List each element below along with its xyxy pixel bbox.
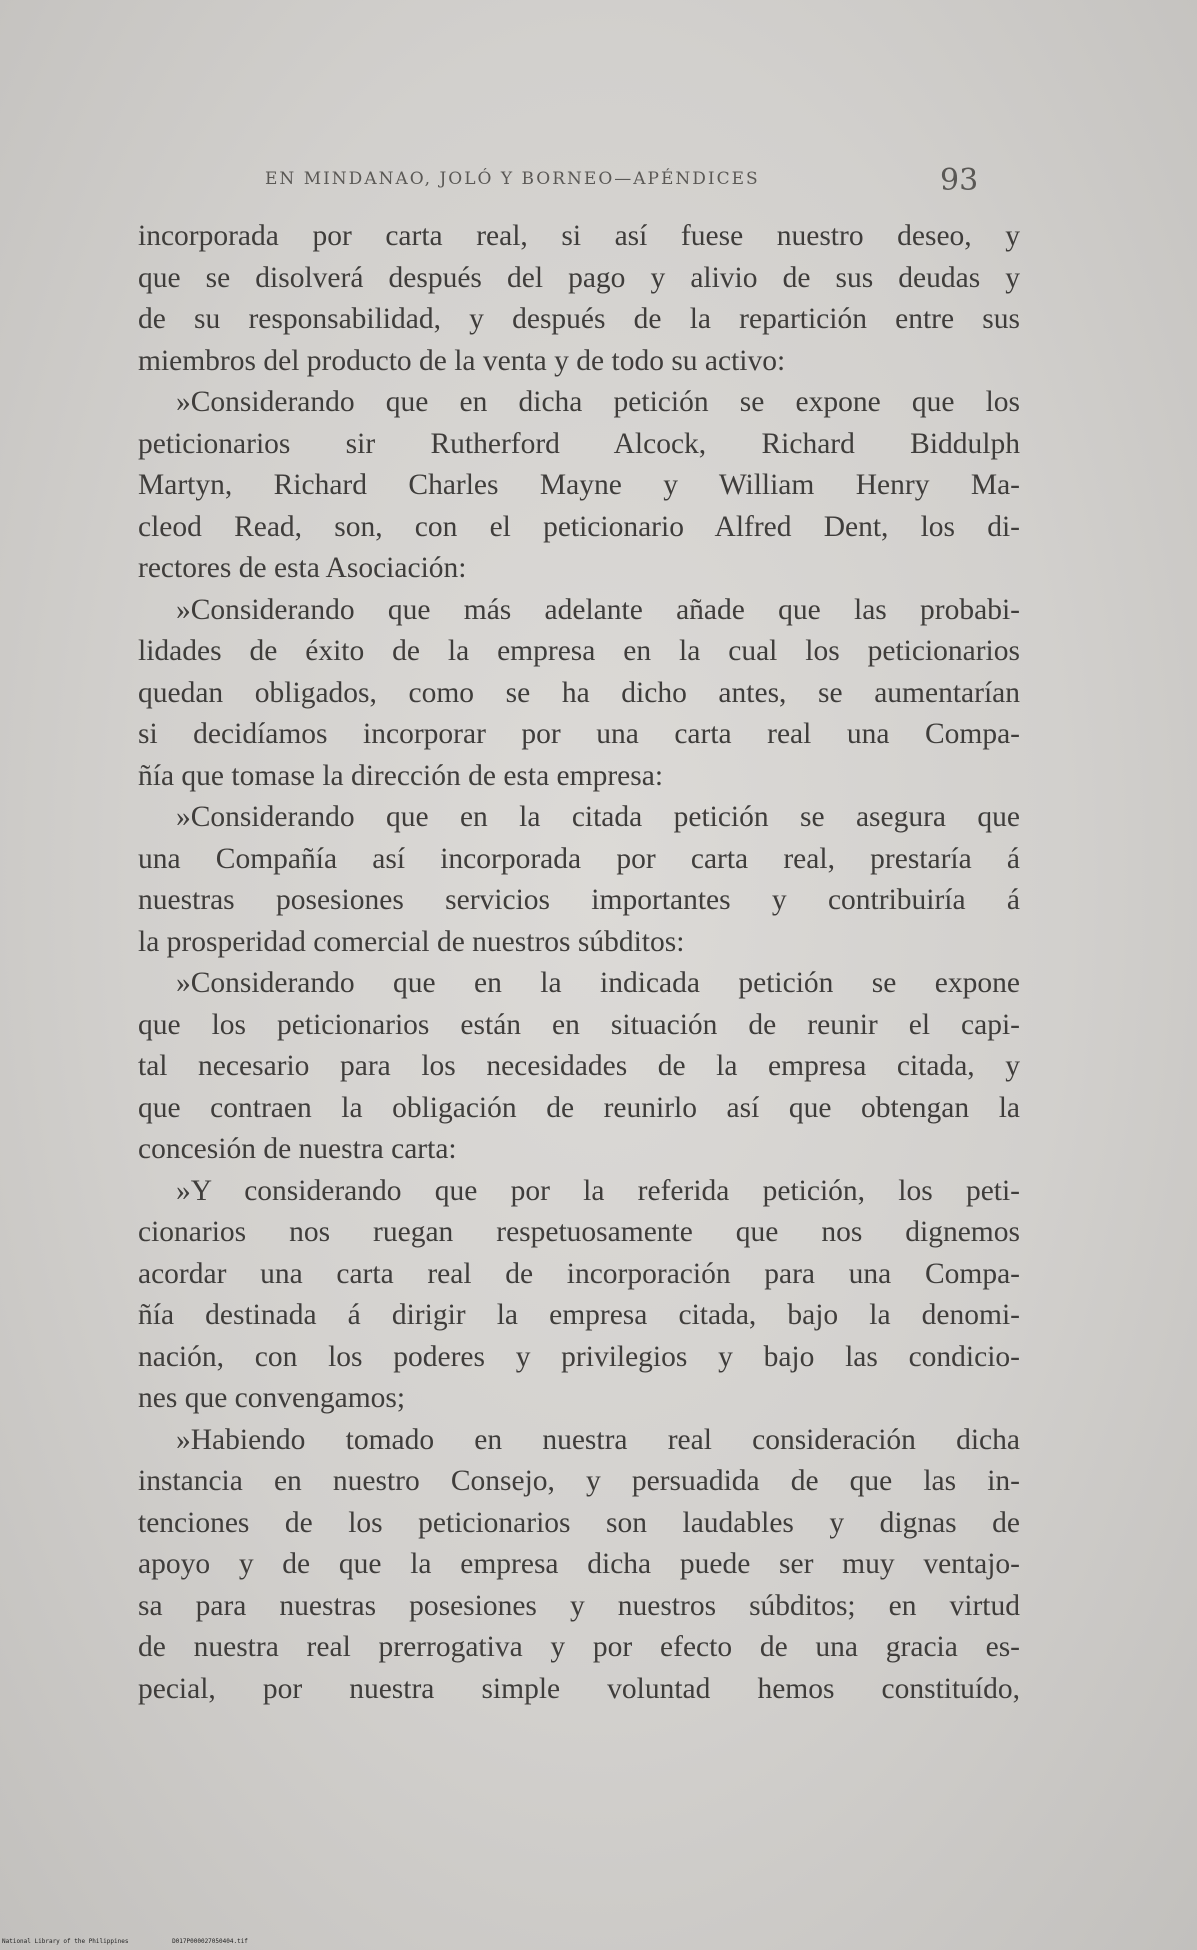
text-line: sa para nuestras posesiones y nuestros súbditos; en virtud	[138, 1589, 1020, 1622]
text-line: cleod Read, son, con el peticionario Alfred Dent, los di-	[138, 510, 1020, 543]
text-line: »Considerando que más adelante añade que las probabi-	[176, 593, 1020, 626]
page-number: 93	[940, 163, 979, 198]
text-line: »Considerando que en la citada petición se asegura que	[176, 801, 1020, 833]
running-head: EN MINDANAO, JOLÓ Y BORNEO—APÉNDICES	[265, 169, 760, 189]
text-line: si decidíamos incorporar por una carta real una Compa-	[138, 718, 1020, 750]
text-line: miembros del producto de la venta y de todo su activo:	[138, 344, 786, 377]
text-line: tenciones de los peticionarios son laudables y dignas de	[138, 1506, 1020, 1539]
text-line: de su responsabilidad, y después de la repartición entre sus	[138, 303, 1020, 335]
text-line: »Y considerando que por la referida petición, los peti-	[176, 1174, 1020, 1207]
text-line: apoyo y de que la empresa dicha puede ser muy ventajo-	[138, 1548, 1020, 1580]
text-line: »Considerando que en la indicada petición se expone	[176, 967, 1020, 999]
text-line: quedan obligados, como se ha dicho antes, se aumentarían	[138, 676, 1020, 709]
text-line: una Compañía así incorporada por carta real, prestaría á	[138, 842, 1020, 875]
text-line: cionarios nos ruegan respetuosamente que nos dignemos	[138, 1216, 1020, 1248]
text-line: peticionarios sir Rutherford Alcock, Richard Biddulph	[138, 427, 1020, 460]
text-line: nación, con los poderes y privilegios y bajo las condicio-	[138, 1340, 1020, 1373]
text-line: nes que convengamos;	[138, 1382, 406, 1414]
text-line: rectores de esta Asociación:	[138, 552, 467, 584]
text-line: ñía que tomase la dirección de esta empresa:	[138, 759, 664, 792]
body-text	[138, 216, 1020, 1710]
text-line: »Considerando que en dicha petición se expone que los	[176, 386, 1020, 418]
text-line: que contraen la obligación de reunirlo así que obtengan la	[138, 1091, 1020, 1124]
text-line: »Habiendo tomado en nuestra real consideración dicha	[176, 1423, 1020, 1456]
text-line: concesión de nuestra carta:	[138, 1133, 457, 1165]
text-line: la prosperidad comercial de nuestros súbditos:	[138, 925, 685, 958]
text-line: que los peticionarios están en situación de reunir el capi-	[138, 1008, 1020, 1041]
text-line: lidades de éxito de la empresa en la cual los peticionarios	[138, 635, 1020, 667]
scan-footer	[2, 1938, 288, 1945]
text-line: ñía destinada á dirigir la empresa citada, bajo la denomi-	[138, 1299, 1020, 1331]
text-line: que se disolverá después del pago y alivio de sus deudas y	[138, 261, 1020, 294]
text-line: incorporada por carta real, si así fuese nuestro deseo, y	[138, 220, 1020, 252]
file-id: D017P000027050404.tif	[172, 1938, 248, 1945]
text-line: de nuestra real prerrogativa y por efecto de una gracia es-	[138, 1631, 1020, 1663]
text-line: tal necesario para los necesidades de la empresa citada, y	[138, 1050, 1020, 1082]
text-line: Martyn, Richard Charles Mayne y William Henry Ma-	[138, 469, 1020, 501]
text-line: pecial, por nuestra simple voluntad hemos constituído,	[138, 1672, 1020, 1705]
library-credit: National Library of the Philippines	[2, 1938, 129, 1945]
text-line: instancia en nuestro Consejo, y persuadida de que las in-	[138, 1465, 1020, 1497]
page-header	[140, 163, 1020, 203]
text-line: acordar una carta real de incorporación para una Compa-	[138, 1257, 1020, 1290]
text-line: nuestras posesiones servicios importantes y contribuiría á	[138, 884, 1020, 916]
